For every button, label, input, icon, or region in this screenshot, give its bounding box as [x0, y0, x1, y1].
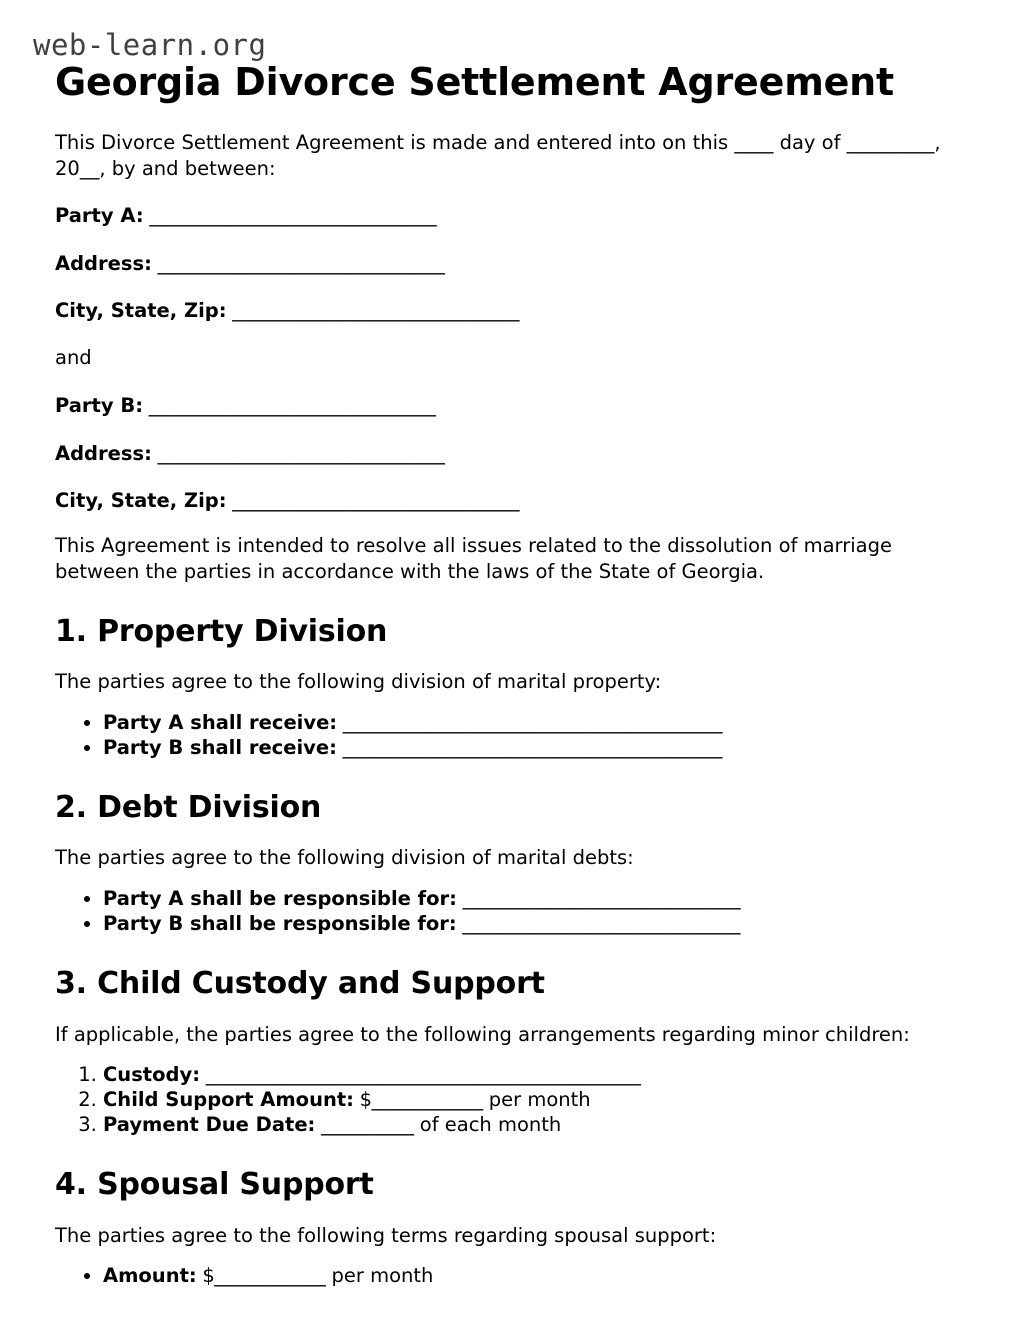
list-item-suffix: of each month	[413, 1113, 562, 1137]
field-party-b-address	[55, 441, 960, 466]
list-item-suffix: per month	[325, 1264, 434, 1288]
field-party-a-city	[55, 298, 960, 323]
section-heading-custody: 3. Child Custody and Support	[55, 966, 545, 1001]
spousal-list	[55, 1264, 960, 1289]
property-list	[55, 711, 960, 761]
field-party-a-blank: _______________________________	[143, 204, 437, 228]
list-item-label: Amount:	[103, 1264, 197, 1288]
document-content	[33, 28, 960, 1289]
field-party-a-address-label: Address:	[55, 251, 152, 275]
document-title: Georgia Divorce Settlement Agreement	[55, 60, 894, 105]
list-item-blank: ______________________________	[456, 887, 741, 911]
field-party-b-city-blank: _______________________________	[226, 488, 520, 512]
list-item	[103, 887, 960, 912]
list-item-blank: _______________________________________________	[200, 1063, 641, 1087]
custody-lead: If applicable, the parties agree to the following arrangements regarding minor children:	[55, 1022, 910, 1046]
conjunction-and: and	[55, 346, 92, 370]
field-party-a-address	[55, 251, 960, 276]
list-item	[103, 1264, 960, 1289]
list-item-label: Party A shall receive:	[103, 710, 338, 734]
list-item	[103, 711, 960, 736]
debt-list	[55, 887, 960, 937]
list-item	[103, 1063, 960, 1088]
purpose-paragraph: This Agreement is intended to resolve all issues related to the dissolution of marriage between the parties in accordance with the laws of the State of Georgia.	[55, 534, 892, 583]
field-party-a	[55, 203, 960, 228]
list-item-blank: _________________________________________	[336, 735, 722, 759]
field-party-b	[55, 393, 960, 418]
section-heading-spousal: 4. Spousal Support	[55, 1167, 374, 1203]
field-party-b-city	[55, 488, 960, 513]
list-item-blank: $____________	[196, 1264, 326, 1288]
list-item-label: Custody:	[103, 1063, 200, 1087]
field-party-a-city-blank: _______________________________	[226, 299, 520, 323]
site-watermark: web-learn.org	[33, 28, 267, 62]
property-lead: The parties agree to the following division of marital property:	[55, 670, 662, 694]
spousal-lead: The parties agree to the following terms regarding spousal support:	[55, 1223, 717, 1247]
list-item	[103, 1113, 960, 1138]
list-item-label: Party A shall be responsible for:	[103, 887, 457, 911]
list-item	[103, 1088, 960, 1113]
debt-lead: The parties agree to the following division of marital debts:	[55, 846, 634, 870]
list-item	[103, 912, 960, 937]
field-party-b-address-label: Address:	[55, 441, 152, 465]
field-party-b-address-blank: _______________________________	[151, 441, 445, 465]
field-party-b-city-label: City, State, Zip:	[55, 488, 227, 512]
custody-list	[55, 1063, 960, 1138]
section-heading-debt: 2. Debt Division	[55, 789, 322, 825]
list-item-suffix: per month	[482, 1088, 591, 1112]
field-party-a-address-blank: _______________________________	[151, 251, 445, 275]
field-party-b-blank: _______________________________	[143, 394, 436, 418]
section-heading-property: 1. Property Division	[55, 613, 388, 649]
list-item-blank: __________	[315, 1113, 414, 1137]
field-party-b-label: Party B:	[55, 394, 144, 418]
list-item-label: Party B shall be responsible for:	[103, 912, 457, 936]
field-party-a-city-label: City, State, Zip:	[55, 299, 227, 323]
list-item	[103, 736, 960, 761]
list-item-blank: _________________________________________	[337, 710, 723, 734]
list-item-label: Child Support Amount:	[103, 1088, 354, 1112]
list-item-label: Payment Due Date:	[103, 1113, 316, 1137]
list-item-blank: ______________________________	[456, 912, 740, 936]
intro-paragraph: This Divorce Settlement Agreement is made and entered into on this ____ day of _________, 20__, by and between:	[55, 130, 941, 180]
list-item-blank: $____________	[353, 1088, 483, 1112]
list-item-label: Party B shall receive:	[103, 735, 337, 759]
field-party-a-label: Party A:	[55, 204, 144, 228]
